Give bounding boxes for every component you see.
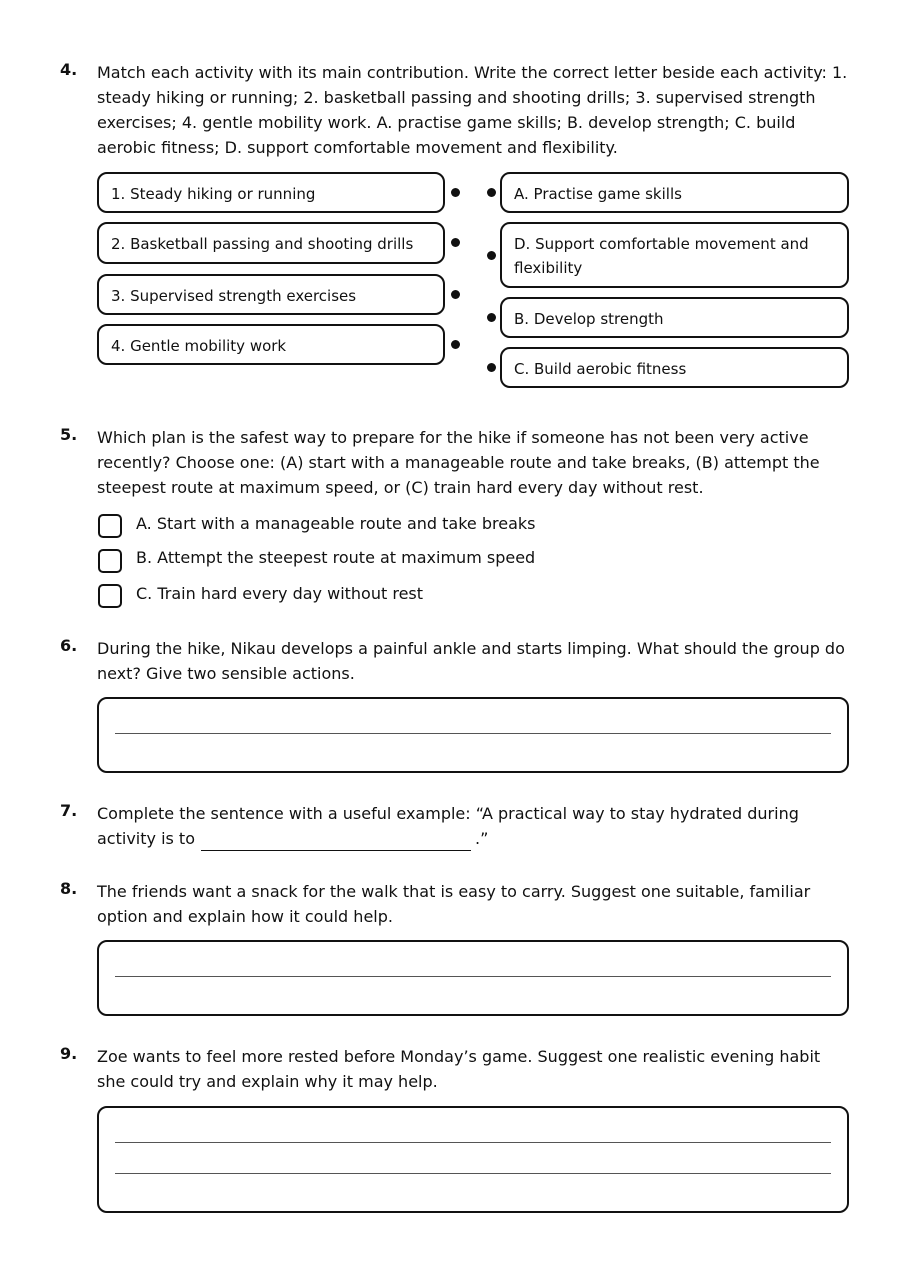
question-number: 7. xyxy=(60,801,78,820)
match-right-item-4: C. Build aerobic fitness xyxy=(500,347,849,388)
option-b-label: B. Attempt the steepest route at maximum speed xyxy=(136,548,536,567)
option-c-checkbox[interactable] xyxy=(98,584,122,608)
answer-line xyxy=(115,1142,831,1143)
match-right-dot-1[interactable] xyxy=(487,188,496,197)
question-number: 8. xyxy=(60,879,78,898)
option-c-label: C. Train hard every day without rest xyxy=(136,584,424,603)
answer-line xyxy=(115,733,831,734)
question-text xyxy=(97,801,852,851)
match-left-item-2: 2. Basketball passing and shooting drills xyxy=(97,222,445,264)
match-left-item-3: 3. Supervised strength exercises xyxy=(97,274,445,315)
match-right-item-1: A. Practise game skills xyxy=(500,172,849,213)
match-left-item-4: 4. Gentle mobility work xyxy=(97,324,445,365)
question-number: 4. xyxy=(60,60,78,79)
question-text: Zoe wants to feel more rested before Monday’s game. Suggest one realistic evening habit she could try and explain why it may help. xyxy=(97,1047,821,1091)
question-text: The friends want a snack for the walk that is easy to carry. Suggest one suitable, familiar option and explain how it could help. xyxy=(97,882,811,926)
answer-box-q9[interactable] xyxy=(97,1106,849,1213)
question-number: 9. xyxy=(60,1044,78,1063)
answer-line xyxy=(115,1173,831,1174)
match-left-item-1: 1. Steady hiking or running xyxy=(97,172,445,213)
match-right-item-3: B. Develop strength xyxy=(500,297,849,338)
option-b-checkbox[interactable] xyxy=(98,549,122,573)
match-left-dot-4[interactable] xyxy=(451,340,460,349)
match-left-dot-2[interactable] xyxy=(451,238,460,247)
match-left-dot-3[interactable] xyxy=(451,290,460,299)
question-number: 6. xyxy=(60,636,78,655)
question-text: During the hike, Nikau develops a painful ankle and starts limping. What should the group do next? Give two sensible actions. xyxy=(97,639,845,683)
answer-box-q6[interactable] xyxy=(97,697,849,773)
match-left-dot-1[interactable] xyxy=(451,188,460,197)
question-text: Match each activity with its main contribution. Write the correct letter beside each activity: 1. steady hiking or running; 2. basketball passing and shooting drills; 3. supervised strength exercises; 4. gentle mobility work. A. practise game skills; B. develop strength; C. build aerobic fitness; D. support comfortable movement and flexibility. xyxy=(97,63,848,157)
option-a-label: A. Start with a manageable route and take breaks xyxy=(136,514,536,533)
answer-line xyxy=(115,976,831,977)
answer-box-q8[interactable] xyxy=(97,940,849,1016)
sentence-end: .” xyxy=(475,829,489,848)
sentence-start: Complete the sentence with a useful example: “A practical way to stay hydrated during activity is to xyxy=(97,804,799,848)
fill-in-blank[interactable] xyxy=(201,834,471,851)
question-text: Which plan is the safest way to prepare for the hike if someone has not been very active recently? Choose one: (A) start with a manageable route and take breaks, (B) attempt the steepest route at maximum speed, or (C) train hard every day without rest. xyxy=(97,428,820,497)
match-right-item-2: D. Support comfortable movement and flexibility xyxy=(500,222,849,288)
question-number: 5. xyxy=(60,425,78,444)
match-right-dot-4[interactable] xyxy=(487,363,496,372)
option-a-checkbox[interactable] xyxy=(98,514,122,538)
match-right-dot-2[interactable] xyxy=(487,251,496,260)
match-right-dot-3[interactable] xyxy=(487,313,496,322)
